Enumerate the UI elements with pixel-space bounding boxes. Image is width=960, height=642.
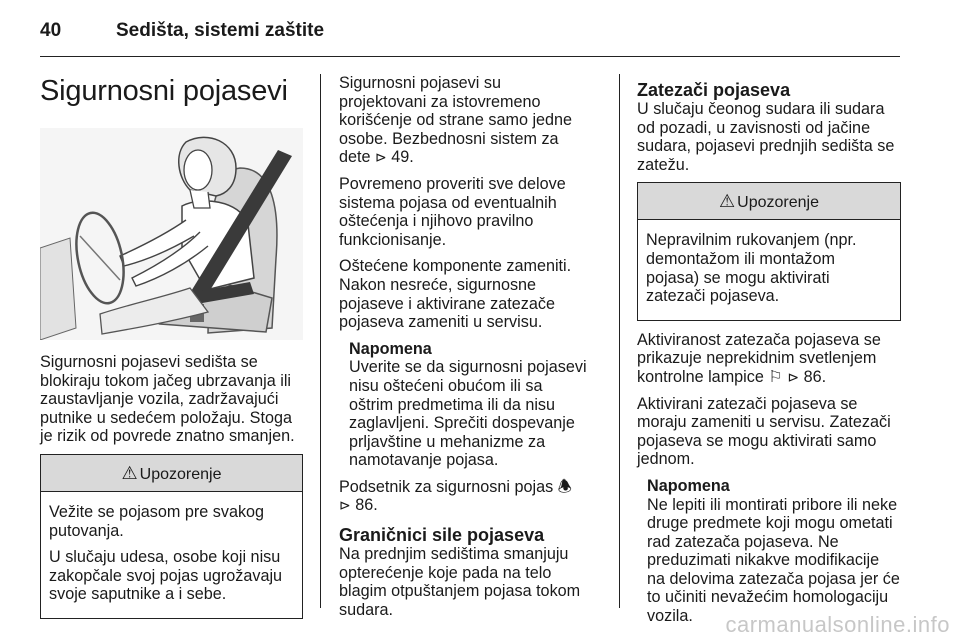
replacement-paragraph: Aktivirani zatezači pojaseva se moraju zameniti u servisu. Zatezači pojaseva se mogu aktivirati samo jednom. [637,394,891,469]
warning-box [40,454,303,619]
section-title: Sigurnosni pojasevi [40,75,288,107]
control-lamp-icon: ⚐ [768,367,783,386]
warning-body [41,492,302,618]
force-limiter-heading: Graničnici sile pojaseva [339,525,545,546]
reference-arrow-icon: ⊳ [787,368,800,385]
reference-arrow-icon: ⊳ [375,149,387,166]
warning-text-1: Vežite se pojasom pre svakog putovanja. [49,502,265,540]
column-divider-2 [619,74,620,608]
note-box [349,340,589,470]
note-box [647,477,901,626]
reference-arrow-icon: ⊳ [339,497,351,514]
design-text: Sigurnosni pojasevi su projektovani za istovremeno korišćenje od strane samo jedne osobe. Bezbednosni sistem za dete [339,74,573,167]
reminder-paragraph [339,478,589,515]
column-1 [40,74,303,629]
intro-paragraph: Sigurnosni pojasevi sedišta se blokiraju tokom jačeg ubrzavanja ili zaustavljanje vozila, zadržavajući putnike u sedećem položaju. Stoga je rizik od povrede znatno smanjen. [40,353,295,446]
note-heading: Napomena [647,476,730,495]
header-rule [40,56,900,57]
page-reference: 86. [799,367,827,386]
reminder-text: Podsetnik za sigurnosni pojas [339,477,558,496]
warning-text-1: Nepravilnim rukovanjem (npr. demontažom ili montažom pojasa) se mogu aktivirati zatezači pojaseva. [646,231,857,306]
replacement-paragraph: Oštećene komponente zameniti. Nakon nesreće, sigurnosne pojaseve i aktivirane zatezače pojaseva zameniti u servisu. [339,257,572,332]
note-heading: Napomena [349,339,432,358]
page-reference: 49. [386,148,414,167]
warning-box [637,182,901,320]
page-reference: 86. [350,496,378,515]
pretensioner-paragraph: U slučaju čeonog sudara ili sudara od pozadi, u zavisnosti od jačine sudara, pojasevi prednjih sedišta se zatežu. [637,100,895,174]
note-text: Ne lepiti ili montirati pribore ili neke druge predmete koji mogu ometati rad zatezača pojaseva. Ne preduzimati nikakve modifikacije na delovima zatezača pojasa jer će to učiniti nevažećim homologaciju vozila. [647,495,900,626]
warning-triangle-icon: ⚠ [121,462,138,483]
indicator-paragraph [637,331,901,387]
watermark: carmanualsonline.info [725,612,950,637]
seatbelt-illustration [40,128,303,340]
note-text: Uverite se da sigurnosni pojasevi nisu oštećeni obućom ili sa oštrim predmetima ili da nisu zaglavljeni. Sprečiti dospevanje prljavštine u mehanizme za namotavanje pojasa. [349,358,587,470]
warning-title: Upozorenje [737,194,819,212]
force-limiter-paragraph: Na prednjim sedištima smanjuju opterećenje koje pada na telo blagim otpuštanjem pojasa tokom sudara. [339,545,581,619]
warning-text-2: U slučaju udesa, osobe koji nisu zakopčale svoj pojas ugrožavaju svoje saputnike a i sebe. [49,548,283,604]
page-header [40,20,324,42]
warning-header [638,183,900,220]
inspection-paragraph: Povremeno proveriti sve delove sistema pojasa od eventualnih oštećenja i njihovo pravilno funkcionisanje. [339,174,566,249]
design-paragraph [339,74,589,167]
column-divider-1 [320,74,321,608]
column-2 [339,74,589,627]
pretensioner-heading: Zatezači pojaseva [637,80,791,100]
column-3 [637,74,901,634]
page-number: 40 [40,20,62,41]
seatbelt-reminder-icon: 🕭 [557,477,573,496]
warning-header [41,455,302,492]
warning-title: Upozorenje [139,465,222,483]
chapter-title: Sedišta, sistemi zaštite [116,20,325,41]
indicator-text: Aktiviranost zatezača pojaseva se prikazuje neprekidnim svetlenjem kontrolne lampice [637,330,881,386]
warning-body [638,220,900,319]
warning-triangle-icon: ⚠ [719,191,736,212]
